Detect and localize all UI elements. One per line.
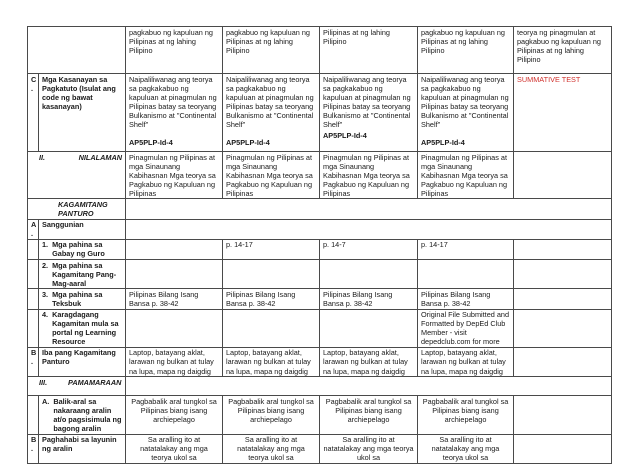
table-cell-empty xyxy=(514,434,612,463)
table-cell xyxy=(223,74,320,152)
table-cell-empty xyxy=(514,396,612,434)
row-letter: B. xyxy=(28,347,39,376)
table-cell: p. 14-17 xyxy=(418,239,514,259)
row-label: Balik-aral sa nakaraang aralin at/o pagsisimula ng bagong aralin xyxy=(53,396,122,433)
table-cell-empty xyxy=(514,239,612,259)
row-label: Karagdagang Kagamitan mula sa portal ng Learning Resource xyxy=(52,310,119,347)
table-cell-empty xyxy=(28,239,39,259)
table-cell: p. 14-17 xyxy=(223,239,320,259)
table-cell-empty xyxy=(514,289,612,309)
table-cell-empty xyxy=(514,309,612,347)
row-label-cell xyxy=(28,152,126,199)
table-cell: Pilipinas Bilang Isang Bansa p. 38-42 xyxy=(418,289,514,309)
row-label: Iba pang Kagamitang Panturo xyxy=(39,347,126,376)
section-title: KAGAMITANG PANTURO xyxy=(28,199,126,219)
competency-code: AP5PLP-Id-4 xyxy=(323,131,367,141)
table-cell: Pagbabalik aral tungkol sa Pilipinas biang isang archiepelago xyxy=(126,396,223,434)
table-cell-empty xyxy=(418,260,514,289)
table-cell: Pilipinas Bilang Isang Bansa p. 38-42 xyxy=(126,289,223,309)
table-cell: pagkabuo ng kapuluan ng Pilipinas at ng lahing Pilipino xyxy=(418,27,514,74)
table-cell: teorya ng pinagmulan at pagkabuo ng kapuluan ng Pilipinas at ng lahing Pilipino xyxy=(514,27,612,74)
table-cell: Sa aralling ito at natatalakay ang mga teorya ukol sa xyxy=(418,434,514,463)
row-letter: C. xyxy=(28,74,39,152)
table-row xyxy=(28,239,612,259)
item-number: 2. xyxy=(42,260,49,270)
row-label: Mga pahina sa Teksbuk xyxy=(52,289,103,308)
lesson-plan-table xyxy=(27,26,612,464)
competency-code: AP5PLP-Id-4 xyxy=(226,138,270,148)
table-row xyxy=(28,219,612,239)
item-number: 3. xyxy=(42,289,49,299)
table-cell: Pilipinas Bilang Isang Bansa p. 38-42 xyxy=(320,289,418,309)
table-cell: pagkabuo ng kapuluan ng Pilipinas at ng lahing Pilipino xyxy=(126,27,223,74)
table-cell-empty xyxy=(28,396,39,434)
competency-text: Naipaliliwanag ang teorya sa pagkakabuo ng kapuluan at pinagmulan ng Pilipinas batay sa teoryang Bulkanismo at "Continental Shelf" xyxy=(421,74,509,129)
table-cell: Laptop, batayang aklat, larawan ng bulkan at tulay na lupa, mapa ng daigdig xyxy=(126,347,223,376)
section-title: PAMAMARAAN xyxy=(68,377,122,387)
table-cell: Laptop, batayang aklat, larawan ng bulkan at tulay na lupa, mapa ng daigdig xyxy=(223,347,320,376)
section-title: NILALAMAN xyxy=(78,152,122,162)
table-cell-empty xyxy=(28,260,39,289)
table-row xyxy=(28,27,612,74)
table-cell: Laptop, batayang aklat, larawan ng bulkan at tulay na lupa, mapa ng daigdig xyxy=(418,347,514,376)
row-label: Mga pahina sa Kagamitang Pang-Mag-aaral xyxy=(52,260,117,288)
summative-test-cell: SUMMATIVE TEST xyxy=(514,74,612,152)
table-cell xyxy=(320,74,418,152)
table-cell: Pinagmulan ng Pilipinas at mga Sinaunang Kabihasnan Mga teorya sa Pagkabuo ng Kapuluan ng Pilipinas xyxy=(223,152,320,199)
table-cell-empty xyxy=(126,239,223,259)
table-cell: Pilipinas at ng lahing Pilipino xyxy=(320,27,418,74)
table-row xyxy=(28,396,612,434)
table-cell: Pagbabalik aral tungkol sa Pilipinas biang isang archiepelago xyxy=(418,396,514,434)
item-letter: A. xyxy=(42,396,50,406)
row-label: Sanggunian xyxy=(39,219,126,239)
table-cell-empty xyxy=(514,152,612,199)
table-cell-empty xyxy=(320,260,418,289)
section-number: III. xyxy=(39,377,48,387)
table-cell: Sa aralling ito at natatalakay ang mga teorya ukol sa xyxy=(126,434,223,463)
table-cell-empty xyxy=(223,309,320,347)
row-label-cell xyxy=(39,239,126,259)
table-cell xyxy=(126,74,223,152)
table-cell-empty xyxy=(320,309,418,347)
table-row xyxy=(28,309,612,347)
item-number: 1. xyxy=(42,240,49,250)
table-cell: Sa aralling ito at natatalakay ang mga teorya ukol sa xyxy=(320,434,418,463)
row-letter: A. xyxy=(28,219,39,239)
table-cell: Pinagmulan ng Pilipinas at mga Sinaunang Kabihasnan Mga teorya sa Pagkabuo ng Kapuluan ng Pilipinas xyxy=(320,152,418,199)
table-cell: Sa aralling ito at natatalakay ang mga teorya ukol sa xyxy=(223,434,320,463)
table-row xyxy=(28,347,612,376)
row-label-cell xyxy=(28,377,126,396)
competency-text: Naipaliliwanag ang teorya sa pagkakabuo ng kapuluan at pinagmulan ng Pilipinas batay sa teoryang Bulkanismo at "Continental Shelf" xyxy=(226,74,314,129)
table-cell-empty xyxy=(223,260,320,289)
table-cell: Pinagmulan ng Pilipinas at mga Sinaunang Kabihasnan Mga teorya sa Pagkabuo ng Kapuluan ng Pilipinas xyxy=(418,152,514,199)
row-letter: B. xyxy=(28,434,39,463)
table-row xyxy=(28,152,612,199)
table-row xyxy=(28,199,612,219)
item-number: 4. xyxy=(42,310,49,319)
row-label-cell xyxy=(39,396,126,434)
row-label: Mga Kasanayan sa Pagkatuto (Isulat ang code ng bawat kasanayan) xyxy=(39,74,126,152)
table-cell-empty xyxy=(514,260,612,289)
row-label: Paghahabi sa layunin ng aralin xyxy=(39,434,126,463)
table-cell-empty xyxy=(514,347,612,376)
table-row xyxy=(28,377,612,396)
table-cell: Pagbabalik aral tungkol sa Pilipinas biang isang archiepelago xyxy=(320,396,418,434)
table-cell: Original File Submitted and Formatted by DepEd Club Member - visit depedclub.com for more xyxy=(418,309,514,347)
table-row xyxy=(28,289,612,309)
table-cell-empty xyxy=(28,27,126,74)
table-cell-empty xyxy=(126,199,612,219)
competency-code: AP5PLP-Id-4 xyxy=(129,138,173,148)
table-cell-empty xyxy=(126,219,612,239)
table-cell-empty xyxy=(126,309,223,347)
table-cell: pagkabuo ng kapuluan ng Pilipinas at ng lahing Pilipino xyxy=(223,27,320,74)
section-number: II. xyxy=(39,152,46,162)
table-row xyxy=(28,74,612,152)
row-label-cell xyxy=(39,289,126,309)
table-row xyxy=(28,434,612,463)
table-cell: p. 14-7 xyxy=(320,239,418,259)
table-cell xyxy=(418,74,514,152)
table-cell-empty xyxy=(28,309,39,347)
table-cell: Laptop, batayang aklat, larawan ng bulkan at tulay na lupa, mapa ng daigdig xyxy=(320,347,418,376)
table-cell: Pilipinas Bilang Isang Bansa p. 38-42 xyxy=(223,289,320,309)
row-label-cell xyxy=(39,309,126,347)
table-cell-empty xyxy=(28,289,39,309)
table-row xyxy=(28,260,612,289)
table-cell: Pinagmulan ng Pilipinas at mga Sinaunang Kabihasnan Mga teorya sa Pagkabuo ng Kapuluan ng Pilipinas xyxy=(126,152,223,199)
table-cell-empty xyxy=(126,377,612,396)
row-label: Mga pahina sa Gabay ng Guro xyxy=(52,240,105,259)
competency-text: Naipaliliwanag ang teorya sa pagkakabuo ng kapuluan at pinagmulan ng Pilipinas batay sa teoryang Bulkanismo at "Continental Shelf" xyxy=(323,74,411,129)
table-cell-empty xyxy=(126,260,223,289)
competency-text: Naipaliliwanag ang teorya sa pagkakabuo ng kapuluan at pinagmulan ng Pilipinas batay sa teoryang Bulkanismo at "Continental Shelf" xyxy=(129,74,217,129)
competency-code: AP5PLP-Id-4 xyxy=(421,138,465,148)
table-cell: Pagbabalik aral tungkol sa Pilipinas biang isang archiepelago xyxy=(223,396,320,434)
row-label-cell xyxy=(39,260,126,289)
